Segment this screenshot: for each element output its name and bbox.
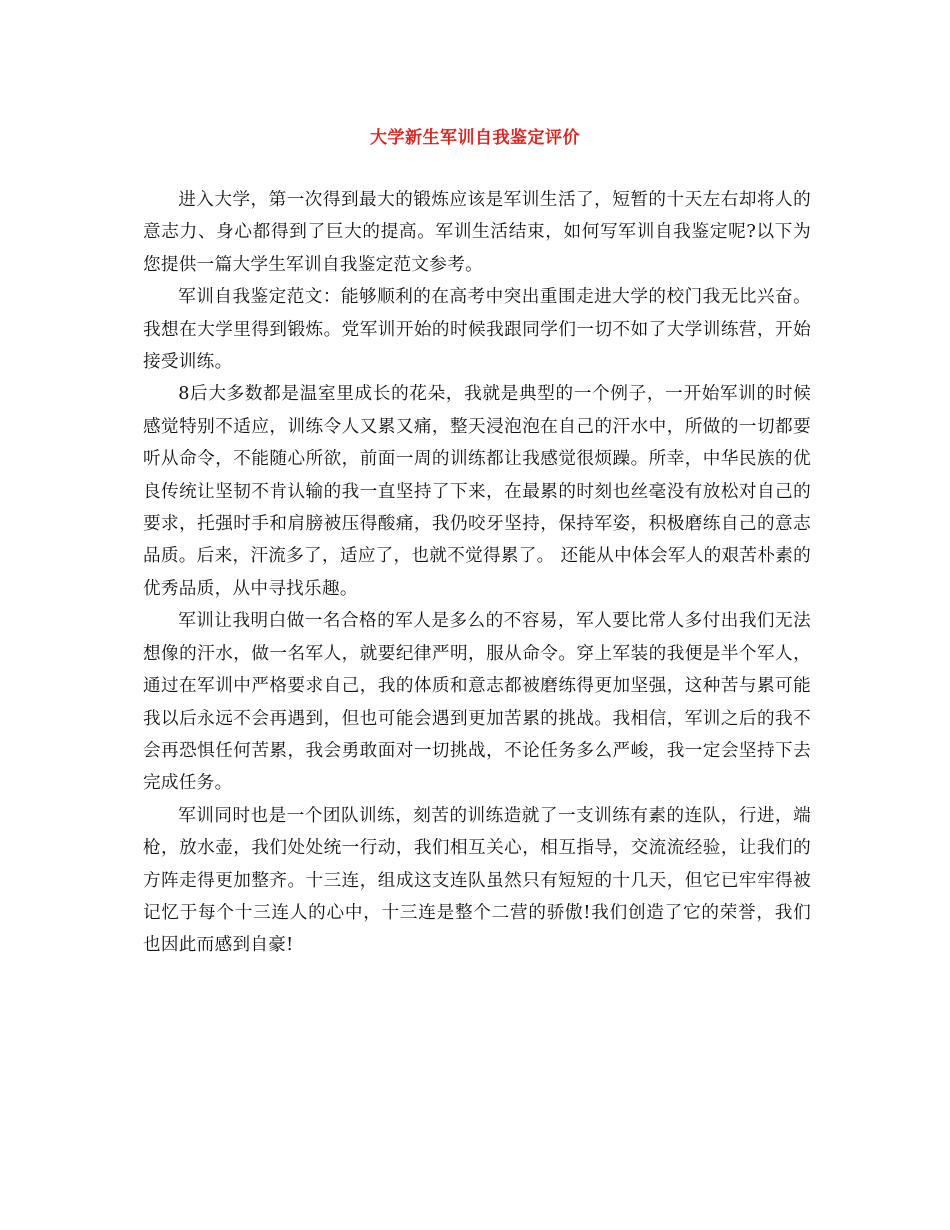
paragraph-3: 8后大多数都是温室里成长的花朵，我就是典型的一个例子，一开始军训的时候感觉特别不适应，训练令人又累又痛，整天浸泡泡在自己的汗水中，所做的一切都要听从命令，不能随心所欲，前面一周的训练都让我感觉很烦躁。所幸，中华民族的优良传统让坚韧不肯认输的我一直坚持了下来，在最累的时刻也丝毫没有放松对自己的要求，托强时手和肩膀被压得酸痛，我仍咬牙坚持，保持军姿，积极磨练自己的意志品质。后来，汗流多了，适应了，也就不觉得累了。 还能从中体会军人的艰苦朴素的优秀品质，从中寻找乐趣。 (143, 384, 811, 599)
paragraph-5: 军训同时也是一个团队训练，刻苦的训练造就了一支训练有素的连队，行进，端枪，放水壶，我们处处统一行动，我们相互关心，相互指导，交流流经验，让我们的方阵走得更加整齐。十三连，组成这支连队虽然只有短短的十几天，但它已牢牢得被记忆于每个十三连人的心中，十三连是整个二营的骄傲!我们创造了它的荣誉，我们也因此而感到自豪! (143, 805, 811, 956)
paragraph-4: 军训让我明白做一名合格的军人是多么的不容易，军人要比常人多付出我们无法想像的汗水，做一名军人，就要纪律严明，服从命令。穿上军装的我便是半个军人，通过在军训中严格要求自己，我的体质和意志都被磨练得更加坚强，这种苦与累可能我以后永远不会再遇到，但也可能会遇到更加苦累的挑战。我相信，军训之后的我不会再恐惧任何苦累，我会勇敢面对一切挑战，不论任务多么严峻，我一定会坚持下去完成任务。 (143, 611, 811, 794)
document-title: 大学新生军训自我鉴定评价 (370, 128, 580, 148)
paragraph-2: 军训自我鉴定范文：能够顺利的在高考中突出重围走进大学的校门我无比兴奋。我想在大学里得到锻炼。党军训开始的时候我跟同学们一切不如了大学训练营，开始接受训练。 (143, 287, 811, 373)
paragraph-1: 进入大学，第一次得到最大的锻炼应该是军训生活了，短暂的十天左右却将人的意志力、身心都得到了巨大的提高。军训生活结束，如何写军训自我鉴定呢?以下为您提供一篇大学生军训自我鉴定范文参考。 (143, 190, 811, 275)
document-body (143, 184, 811, 962)
